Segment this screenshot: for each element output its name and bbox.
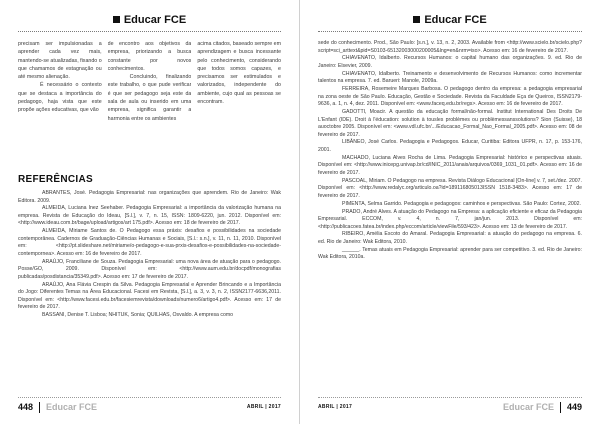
reference-item: MACHADO, Luciana Alves Rocha de Lima. Pedagogia Empresarial: histórico e perspectivas atuais. Disponível em: <http://www.inicepg.univap.br/cd/INIC_2011/anais/arquivos/0369_1031_01.pdf>. Acesso em: 16 de fevereiro de 2017. [318,154,582,176]
reference-item: PRADO, André Alves. A atuação do Pedagogo na Empresa: a aplicação eficiente e eficaz da Pedagogia Empresarial. ECCOM, v. 4, n. 7, jan/jun. 2013. Disponível em: <http://publicacoes.fatea.br/index.php/eccom/article/viewFile/593/423>. Acesso em: 13 de fevereiro de 2017. [318,208,582,230]
right-footer-rule [318,397,582,398]
reference-item: ARAÚJO, Ana Flávia Crespin da Silva. Pedagogia Empresarial e Aprender Brincando e a Importância do Jogo: Diferentes Temas na Área Educacional. Facesi em Revista, [S.l.], a. 3, v. 3, n. 2, ISSN2177-6636,2011. Disponível em: <http://www.facesi.edu.br/facesiemrevista/downloads/numero6/artigo4.pdf>. Acesso em: 17 de fevereiro de 2017. [18,281,281,311]
reference-item: BASSANI, Denise T. Lisboa; NHITUK, Sonia; QUILHAS, Osvaldo. A empresa como [42,311,234,318]
left-footer-rule [18,397,281,398]
reference-item: ALMEIDA, Miriame Santos de. O Pedagogo essa práxis: desafios e possibilidades na sociedade contemporânea. Cadernos de Graduação-Ciências Humanas e Sociais, [S.l.: s.n.], v. 11, n. 11, 2010. Disponível em: <http://pt.slideshare.net/miriame/o-pedagogo-e-sua-prxis-desafios-e-possibilidades-na-sociedade-contempornea>. Acesso em: 16 de fevereiro de 2017. [18,228,281,257]
right-page [300,0,600,424]
reference-item: RIBEIRO, Amélia Escoto do Amaral. Pedagogia Empresarial: a atuação do pedagogo na empresa. 6. ed. Rio de Janeiro: Wak Editora, 2010. [318,231,582,245]
right-header-title: Educar FCE [424,14,487,26]
left-header-title: Educar FCE [123,14,187,26]
footer-issue-date: ABRIL | 2017 [246,404,281,410]
references-title: REFERÊNCIAS [18,174,93,185]
left-footer [18,400,281,414]
paragraph: É necessário o contexto que se destaca a importância do pedagogo, haja vista que este propõe ações educativas, que vão [18,82,102,114]
left-body-columns [18,40,281,180]
reference-item: CHIAVENATO, Idalberto. Treinamento e desenvolvimento de Recursos Humanos: como incrementar talentos na empresa. 7. ed. Barueri: Manole, 2009a. [318,70,582,85]
left-header-rule [18,31,281,32]
footer-magazine-name: Educar FCE [502,402,554,412]
reference-item: ABRANTES, José. Pedagogia Empresarial: nas organizações que aprendem. Rio de Janeiro: Wak Editora. 2009. [18,190,281,204]
body-column-2 [108,40,192,180]
footer-divider [39,402,40,413]
reference-item: FERREIRA, Rosemeire Marques Barbosa. O pedagogo dentro da empresa: a pedagogia empresarial na zona oeste de São Paulo. Educação, Gestão e Sociedade. Revista da Faculdade Eça de Queiros, ISSN2179-9636, a. 1, n. 4, dez. 2011. Disponível em: <www.faceq.edu.br/regs>. Acesso em: 16 de fevereiro de 2017. [318,86,582,108]
reference-item: LIBÂNEO, José Carlos. Pedagogia e Pedagogos. Educar, Curitiba: Editora UFPR, n. 17, p. 153-176, 2001. [318,139,582,153]
header-square-icon [413,16,420,23]
left-references-list [18,190,281,390]
footer-magazine-name: Educar FCE [46,402,98,412]
reference-item: GADOTTI, Moacir. A questão da educação formal/não-formal. Institut International Des Droits De L'Enfant (IDE). Droit à l'éducation: solution à tousles problèmes ou problèmessanssolutions? Sion (Suisse), 18 auoctobre 2005. Disponível em: <www.vdl.ufc.br/.../Educacao_Formal_Nao_Formal_2005.pdf>. Acesso em: 08 de fevereiro de 2017. [318,109,582,138]
body-column-1 [18,40,102,180]
reference-item: ______. Temas atuais em Pedagogia Empresarial: aprender para ser competitivo. 3. ed. Rio de Janeiro: Wak Editora, 2010a. [318,246,582,261]
footer-divider [560,402,561,413]
reference-item: sede do conhecimento. Prod., São Paulo: [s.n.], v. 13, n. 2, 2003. Available from <http://www.scielo.br/scielo.php?script=sci_arttext&pid=S0103-65132003000200005&lng=en&nrm=iso>. Acesso em: 16 de fevereiro de 2017. [318,40,582,54]
paragraph: precisam ser impulsionadas a aprender cada vez mais, mantendo-se atualizadas, fixando o que chamamos de estagnação ou até mesmo alienação. [18,41,102,81]
left-page-header [0,14,299,26]
footer-issue-date: ABRIL | 2017 [318,404,353,410]
reference-item: PIMENTA, Selma Garrido. Pedagogia e pedagogos: caminhos e perspectivas. São Paulo: Cortez, 2002. [342,200,581,207]
reference-item: ARAÚJO, Franciliane de Souza. Pedagogia Empresarial: uma nova área de atuação para o pedagogo. Posse/GO, 2009. Disponível em: <http://www.aum.edu.br/docpdf/monografias publicadas/posdistancia/35349.pdf>. Acesso em: 17 de fevereiro de 2017. [18,258,281,280]
reference-item: CHIAVENATO, Idalberto. Recursos Humanos: o capital humano das organizações. 9. ed. Rio de Janeiro: Elsevier, 2009. [318,55,582,69]
header-square-icon [113,16,120,23]
paragraph: Concluindo, finalizando este trabalho, o que pude verificar é que ser pedagogo seja este da sala de aula ou inserido em uma empresa, significa garantir a harmonia entre os ambientes [107,74,192,122]
paragraph: de encontro aos objetivos da empresa, priorizando a busca constante por novos conhecimentos. [107,41,192,72]
body-column-3 [197,40,281,180]
page-number: 448 [18,402,34,412]
right-header-rule [318,31,582,32]
right-references-list [318,40,582,392]
paragraph: acima citados, baseado sempre em aprendizagem e busca incessante pelo conhecimento, considerando que todos somos capazes, e precisamos ser estimulados e valorizados, independente do ambiente, cujo qual as pessoas se encontram. [197,41,282,106]
right-page-header [300,14,600,26]
reference-item: PASCOAL, Miriam. O Pedagogo na empresa. Revista Diálogo Educacional [On-line] v. 7, set./dez. 2007. Disponível em: <http://www.redalyc.org/articulo.oa?id=189116805013ISSN 1518-3483>. Acesso em: 17 de fevereiro de 2017. [318,177,582,199]
reference-item: ALMEIDA, Luciana Inez Seehaber. Pedagogia Empresarial: a importância da valorização humana na empresa. Revista de Educação do Ideau, [S.l.], v. 7, n. 15, ISSN: 1809-6220, jun. 2012. Disponível em: <http://www.ideau.com.br/bage/upload/artigos/art 175.pdf>. Acesso em: 18 de fevereiro de 2017. [18,205,281,227]
page-number: 449 [566,402,582,412]
right-footer [318,400,582,414]
